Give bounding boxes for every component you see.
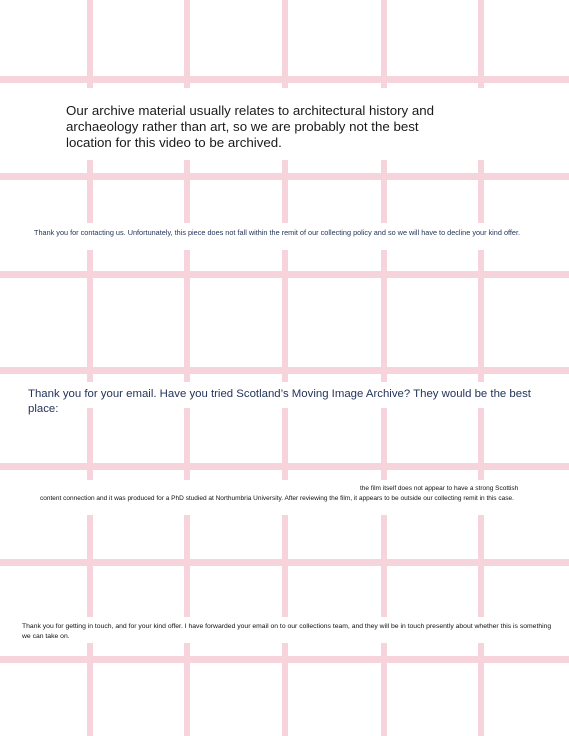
grid-line (0, 367, 569, 374)
archive-response-architecture: Our archive material usually relates to architectural history and archaeology rather than art, so we are probably not the best location for this video to be archived. (66, 103, 435, 150)
archive-response-decline: Thank you for contacting us. Unfortunately, this piece does not fall within the remit of our collecting policy and so we will have to decline your kind offer. (34, 228, 521, 237)
archive-response-remit: the film itself does not appear to have a strong Scottish content connection and it was produced for a PhD studied at Northumbria University. After reviewing the film, it appears to be outside our collecting remit in this case. (40, 485, 519, 502)
grid-line (0, 173, 569, 180)
grid-line (0, 76, 569, 83)
grid-line (0, 559, 569, 566)
grid-line (0, 656, 569, 663)
grid-line (0, 271, 569, 278)
archive-response-forwarded: Thank you for getting in touch, and for your kind offer. I have forwarded your email on to our collections team, and they will be in touch presently about whether this is something we can take on. (22, 623, 552, 640)
grid-line (0, 463, 569, 470)
archive-response-moving-image: Thank you for your email. Have you tried Scotland’s Moving Image Archive? They would be the best place: (28, 388, 531, 415)
